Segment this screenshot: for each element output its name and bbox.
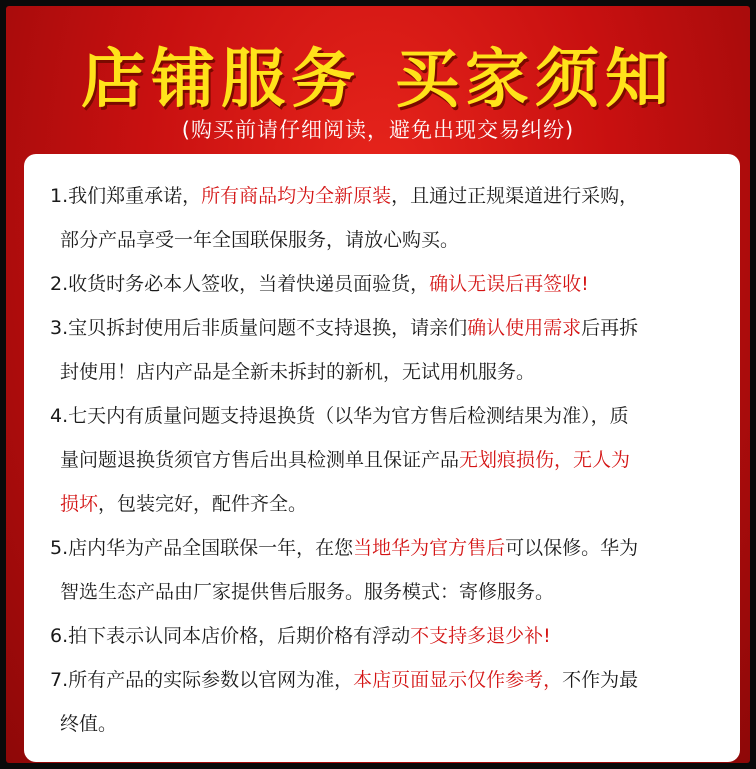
item-text: 1.我们郑重承诺， bbox=[50, 185, 202, 207]
notice-line bbox=[50, 526, 740, 570]
notice-card bbox=[24, 154, 740, 762]
item-text: 封使用！店内产品是全新未拆封的新机，无试用机服务。 bbox=[60, 361, 536, 383]
item-text: 3.宝贝拆封使用后非质量问题不支持退换，请亲们 bbox=[50, 317, 468, 339]
notice-line bbox=[50, 438, 740, 482]
notice-item-2 bbox=[50, 262, 740, 306]
highlight-text: 不支持多退少补! bbox=[410, 625, 551, 647]
notice-item-6 bbox=[50, 614, 740, 658]
item-text: ，包装完好，配件齐全。 bbox=[98, 493, 308, 515]
notice-line bbox=[50, 174, 740, 218]
highlight-text: 无划痕损伤，无人为 bbox=[459, 449, 631, 471]
item-text: 部分产品享受一年全国联保服务，请放心购买。 bbox=[60, 229, 460, 251]
notice-line bbox=[50, 262, 740, 306]
item-text: 不作为最 bbox=[562, 669, 639, 691]
highlight-text: 确认使用需求 bbox=[467, 317, 582, 339]
item-text: 可以保修。华为 bbox=[505, 537, 639, 559]
highlight-text: 所有商品均为全新原装 bbox=[201, 185, 392, 207]
item-text: 5.店内华为产品全国联保一年，在您 bbox=[50, 537, 354, 559]
notice-item-1 bbox=[50, 174, 740, 262]
title-buyer-notice: 买家须知 bbox=[395, 43, 675, 117]
notice-line bbox=[50, 306, 740, 350]
highlight-text: 当地华为官方售后 bbox=[353, 537, 506, 559]
poster-subtitle: (购买前请仔细阅读，避免出现交易纠纷) bbox=[181, 118, 575, 142]
item-text: 终值。 bbox=[60, 713, 118, 735]
poster-title bbox=[6, 28, 750, 120]
notice-item-4 bbox=[50, 394, 740, 526]
notice-poster bbox=[6, 6, 750, 763]
notice-line bbox=[50, 658, 740, 702]
item-text: 智选生态产品由厂家提供售后服务。服务模式：寄修服务。 bbox=[60, 581, 555, 603]
item-text: 量问题退换货须官方售后出具检测单且保证产品 bbox=[60, 449, 460, 471]
item-text: 7.所有产品的实际参数以官网为准， bbox=[50, 669, 354, 691]
title-store-service: 店铺服务 bbox=[81, 43, 361, 117]
item-text: 2.收货时务必本人签收，当着快递员面验货， bbox=[50, 273, 430, 295]
highlight-text: 确认无误后再签收! bbox=[429, 273, 589, 295]
item-text: 后再拆 bbox=[581, 317, 639, 339]
notice-item-7 bbox=[50, 658, 740, 746]
highlight-text: 本店页面显示仅作参考， bbox=[353, 669, 563, 691]
notice-line bbox=[50, 614, 740, 658]
item-text: 6.拍下表示认同本店价格，后期价格有浮动 bbox=[50, 625, 411, 647]
item-text: ，且通过正规渠道进行采购， bbox=[391, 185, 639, 207]
notice-line bbox=[50, 482, 740, 526]
notice-item-3 bbox=[50, 306, 740, 394]
notice-item-5 bbox=[50, 526, 740, 614]
highlight-text: 损坏 bbox=[60, 493, 99, 515]
item-text: 4.七天内有质量问题支持退换货（以华为官方售后检测结果为准），质 bbox=[50, 405, 629, 427]
